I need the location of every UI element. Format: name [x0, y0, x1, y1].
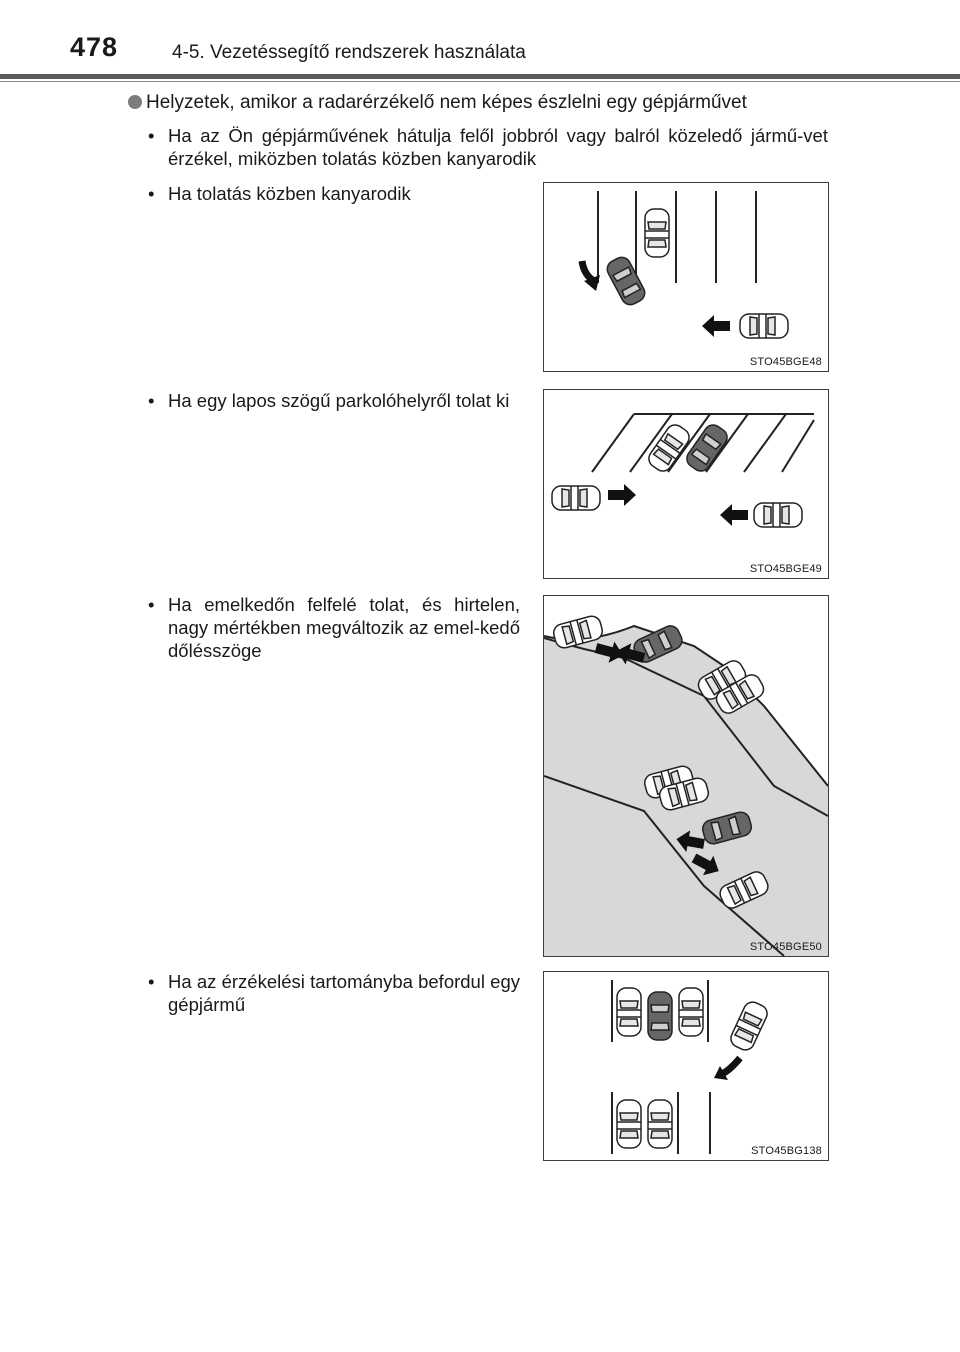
figure-angled-parking: [543, 389, 829, 579]
bullet-icon: •: [148, 390, 155, 411]
bullet-text: Ha az Ön gépjárművének hátulja felől jobbról vagy balról közeledő jármű-vet érzékel, miközben tolatás közben kanyarodik: [168, 125, 828, 169]
figure-vehicle-turning-in: [543, 971, 829, 1161]
section-title: 4-5. Vezetéssegítő rendszerek használata: [172, 42, 526, 63]
figure-code: STO45BGE49: [749, 563, 822, 575]
figure-illustration: [544, 183, 828, 371]
figure-illustration: [544, 390, 828, 578]
bullet-icon: •: [148, 125, 155, 146]
bullet-icon: •: [148, 594, 155, 615]
bullet-text: Ha az érzékelési tartományba befordul egy gépjármű: [168, 971, 520, 1015]
bullet-item: [148, 182, 520, 205]
bullet-item: [148, 593, 520, 662]
header-rule: [0, 74, 960, 79]
bullet-text: Ha egy lapos szögű parkolóhelyről tolat ki: [168, 390, 510, 411]
page-header: [0, 0, 960, 90]
figure-code: STO45BGE48: [749, 356, 822, 368]
bullet-icon: •: [148, 971, 155, 992]
heading-bullet-icon: [128, 95, 142, 109]
bullet-text: Ha emelkedőn felfelé tolat, és hirtelen, nagy mértékben megváltozik az emel-kedő dőlésszöge: [168, 594, 520, 661]
bullet-text: Ha tolatás közben kanyarodik: [168, 183, 411, 204]
figure-illustration: [544, 596, 828, 956]
figure-code: STO45BG138: [751, 1145, 822, 1157]
bullet-item: [148, 389, 520, 412]
header-rule-thin: [0, 81, 960, 82]
situation-heading: [128, 92, 747, 114]
bullet-item: [148, 970, 520, 1016]
figure-incline: [543, 595, 829, 957]
heading-text: Helyzetek, amikor a radarérzékelő nem képes észlelni egy gépjárművet: [146, 92, 747, 113]
figure-code: STO45BGE50: [749, 941, 822, 953]
figure-illustration: [544, 972, 828, 1160]
bullet-icon: •: [148, 183, 155, 204]
bullet-item: [148, 124, 828, 170]
page-number: 478: [70, 32, 119, 62]
figure-reverse-turn: [543, 182, 829, 372]
